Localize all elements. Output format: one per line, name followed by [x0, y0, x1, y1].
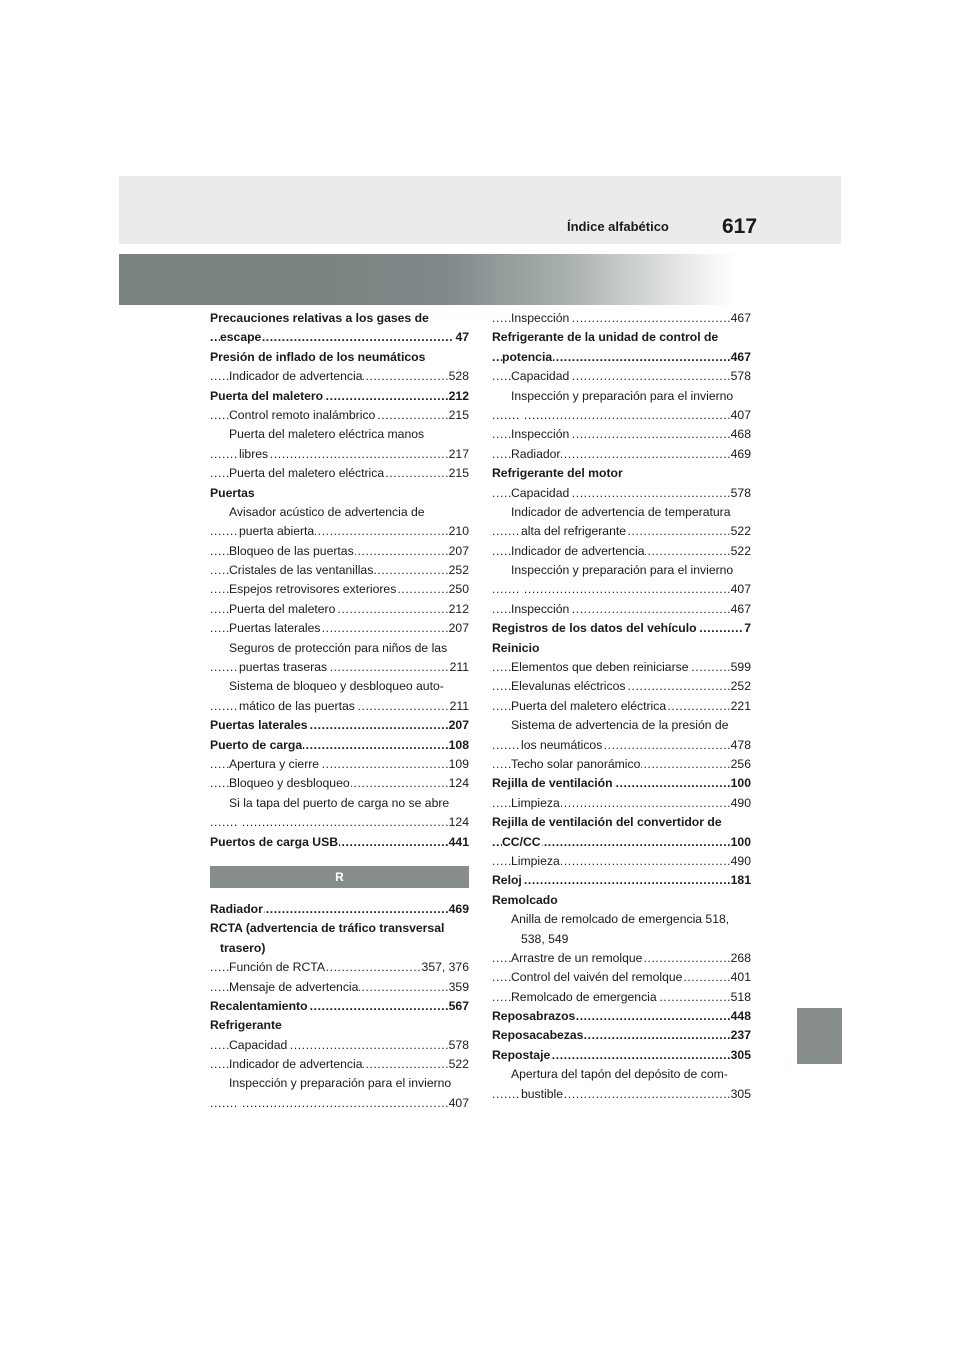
index-column-left — [210, 309, 469, 1113]
index-entry — [492, 328, 751, 347]
index-subentry — [210, 522, 469, 541]
index-subentry — [492, 755, 751, 774]
index-subentry — [492, 930, 751, 949]
entry-text: RCTA (advertencia de tráfico transversal — [210, 921, 445, 936]
index-subentry — [492, 736, 751, 755]
page-reference: 578 — [730, 484, 751, 503]
index-subentry — [210, 1094, 469, 1113]
entry-text: Radiador — [511, 446, 561, 461]
index-subentry — [492, 406, 751, 425]
entry-text: Rejilla de ventilación del convertidor de — [492, 815, 722, 830]
entry-text: Inspección y preparación para el invierno — [511, 388, 734, 403]
entry-text: puerta abierta — [239, 524, 315, 539]
index-subentry — [492, 658, 751, 677]
index-subentry — [492, 1085, 751, 1104]
page-reference: 109 — [448, 755, 469, 774]
page-reference: 441 — [448, 833, 469, 852]
entry-text: Puerta del maletero — [210, 388, 324, 403]
entry-text: Si la tapa del puerto de carga no se abre — [229, 795, 450, 810]
entry-text: Bloqueo y desbloqueo — [229, 776, 350, 791]
entry-text: Puertas laterales — [210, 718, 308, 733]
page-reference: 47 — [454, 328, 469, 347]
index-subentry — [210, 958, 469, 977]
index-subentry — [210, 464, 469, 483]
page-reference: 211 — [449, 697, 469, 716]
entry-text: Registros de los datos del vehículo — [492, 621, 697, 636]
index-subentry — [210, 561, 469, 580]
page-reference: 469 — [730, 445, 751, 464]
page-reference: 522 — [730, 522, 751, 541]
page-title: Índice alfabético — [567, 219, 669, 234]
entry-text: Inspección — [511, 601, 570, 616]
page-reference: 124 — [448, 774, 469, 793]
page-reference: 599 — [730, 658, 751, 677]
entry-text: Indicador de advertencia — [229, 369, 363, 384]
entry-text: Reposacabezas — [492, 1028, 584, 1043]
index-subentry — [210, 425, 469, 444]
entry-text: CC/CC — [502, 834, 541, 849]
page-reference: 212 — [448, 600, 469, 619]
page-reference: 407 — [448, 1094, 469, 1113]
entry-text — [239, 1096, 240, 1110]
entry-text: Indicador de advertencia de temperatura — [511, 504, 731, 519]
decorative-gradient-bar — [119, 254, 841, 305]
index-entry — [492, 464, 751, 483]
index-subentry — [492, 542, 751, 561]
index-subentry — [492, 484, 751, 503]
index-subentry — [492, 561, 751, 580]
index-subentry — [492, 425, 751, 444]
entry-text: libres — [239, 446, 269, 461]
entry-text: Puerto de carga — [210, 737, 303, 752]
entry-text: Rejilla de ventilación — [492, 776, 613, 791]
page-reference: 478 — [730, 736, 751, 755]
index-subentry — [210, 619, 469, 638]
entry-text: Precauciones relativas a los gases de — [210, 311, 429, 325]
index-subentry — [210, 542, 469, 561]
entry-text: Avisador acústico de advertencia de — [229, 504, 425, 519]
index-subentry — [210, 639, 469, 658]
index-entry — [210, 309, 469, 328]
page-reference: 305 — [730, 1085, 751, 1104]
page-reference: 7 — [743, 619, 751, 638]
page-reference: 467 — [730, 309, 751, 328]
entry-text: Limpieza — [511, 853, 560, 868]
index-subentry — [492, 445, 751, 464]
page-reference: 100 — [730, 774, 751, 793]
entry-text: Reposabrazos — [492, 1009, 576, 1024]
page-reference: 212 — [448, 387, 469, 406]
index-entry — [492, 774, 751, 793]
page-reference: 207 — [448, 542, 469, 561]
entry-text: Apertura del tapón del depósito de com- — [511, 1067, 728, 1082]
page-reference: 305 — [730, 1046, 751, 1065]
index-subentry — [210, 406, 469, 425]
page-reference: 528 — [448, 367, 469, 386]
entry-text: Puerta del maletero eléctrica manos — [229, 427, 425, 442]
entry-text — [239, 815, 240, 829]
entry-text: Control remoto inalámbrico — [229, 407, 376, 422]
index-entry — [492, 891, 751, 910]
index-subentry — [492, 580, 751, 599]
entry-text: Recalentamiento — [210, 998, 308, 1013]
entry-text: Función de RCTA — [229, 960, 325, 975]
index-subentry — [210, 794, 469, 813]
entry-text: Inspección — [511, 427, 570, 442]
page-reference: 268 — [730, 949, 751, 968]
entry-text: Radiador — [210, 901, 263, 916]
index-entry — [210, 387, 469, 406]
entry-text: alta del refrigerante — [521, 524, 627, 539]
index-subentry — [492, 600, 751, 619]
index-entry — [210, 484, 469, 503]
index-entry — [492, 1026, 751, 1045]
entry-text: mático de las puertas — [239, 698, 355, 713]
index-entry — [210, 736, 469, 755]
page-reference: 469 — [448, 900, 469, 919]
entry-text: Puertas — [210, 485, 255, 500]
entry-text: Seguros de protección para niños de las — [229, 640, 448, 655]
index-entry — [210, 900, 469, 919]
entry-text: Cristales de las ventanillas — [229, 563, 374, 578]
index-column-right — [492, 309, 751, 1104]
entry-text: Reinicio — [492, 640, 540, 655]
page-reference: 210 — [448, 522, 469, 541]
index-entry — [210, 833, 469, 852]
index-subentry — [492, 677, 751, 696]
index-entry — [210, 348, 469, 367]
page-number: 617 — [722, 215, 758, 238]
index-subentry — [492, 910, 751, 929]
entry-text: Sistema de bloqueo y desbloqueo auto- — [229, 679, 444, 694]
index-subentry — [210, 1036, 469, 1055]
entry-text: Remolcado de emergencia — [511, 989, 657, 1004]
page-reference: 578 — [730, 367, 751, 386]
entry-text: Presión de inflado de los neumáticos — [210, 349, 426, 364]
index-entry — [210, 919, 469, 938]
entry-text: Apertura y cierre — [229, 756, 320, 771]
page-reference: 490 — [730, 794, 751, 813]
index-entry — [210, 1016, 469, 1035]
entry-text: Arrastre de un remolque — [511, 950, 643, 965]
index-entry — [492, 1007, 751, 1026]
page-reference: 401 — [730, 968, 751, 987]
entry-text: puertas traseras — [239, 660, 328, 675]
index-subentry — [492, 522, 751, 541]
page-reference: 207 — [448, 716, 469, 735]
page-reference: 578 — [448, 1036, 469, 1055]
page-reference: 108 — [448, 736, 469, 755]
page-reference: 359 — [448, 978, 469, 997]
index-subentry — [492, 309, 751, 328]
entry-text: bustible — [521, 1086, 564, 1101]
entry-text: Inspección y preparación para el invierno — [229, 1076, 452, 1091]
entry-text: Reloj — [492, 873, 522, 888]
entry-text: Puerta del maletero — [229, 601, 336, 616]
index-subentry — [210, 580, 469, 599]
entry-text: Control del vaivén del remolque — [511, 970, 683, 985]
index-subentry — [210, 774, 469, 793]
index-subentry — [210, 445, 469, 464]
index-subentry — [210, 978, 469, 997]
index-entry — [492, 813, 751, 832]
page-reference: 215 — [448, 406, 469, 425]
index-entry — [492, 833, 751, 852]
page-reference: 252 — [730, 677, 751, 696]
index-entry — [492, 619, 751, 638]
index-subentry — [210, 658, 469, 677]
entry-text: Sistema de advertencia de la presión de — [511, 718, 729, 733]
page-reference: 215 — [448, 464, 469, 483]
page-reference: 407 — [730, 580, 751, 599]
page-reference: 448 — [730, 1007, 751, 1026]
index-entry — [210, 939, 469, 958]
index-entry — [210, 997, 469, 1016]
page-reference: 252 — [448, 561, 469, 580]
entry-text: Capacidad — [511, 485, 570, 500]
entry-text: Anilla de remolcado de emergencia 518, — [511, 912, 730, 927]
entry-text: Capacidad — [511, 369, 570, 384]
page-reference: 256 — [730, 755, 751, 774]
index-subentry — [492, 794, 751, 813]
page-reference: 211 — [449, 658, 469, 677]
page-reference: 567 — [448, 997, 469, 1016]
page-reference: 217 — [448, 445, 469, 464]
entry-text: potencia — [502, 349, 553, 364]
entry-text: los neumáticos — [521, 737, 603, 752]
entry-text: Elementos que deben reiniciarse — [511, 660, 689, 675]
entry-text — [521, 408, 522, 422]
index-subentry — [492, 949, 751, 968]
entry-text: Repostaje — [492, 1047, 551, 1062]
index-subentry — [210, 755, 469, 774]
page-reference: 207 — [448, 619, 469, 638]
index-subentry — [492, 697, 751, 716]
entry-text: Puerta del maletero eléctrica — [511, 698, 667, 713]
index-subentry — [210, 813, 469, 832]
index-subentry — [492, 988, 751, 1007]
index-subentry — [210, 600, 469, 619]
entry-text: Inspección — [511, 311, 570, 325]
index-subentry — [492, 968, 751, 987]
index-subentry — [210, 677, 469, 696]
index-subentry — [492, 503, 751, 522]
entry-text — [521, 582, 522, 596]
entry-text: Puertas laterales — [229, 621, 321, 636]
entry-text: Indicador de advertencia — [229, 1057, 363, 1072]
page-reference: 518 — [730, 988, 751, 1007]
index-subentry — [492, 1065, 751, 1084]
entry-text: Refrigerante — [210, 1018, 282, 1033]
page-reference: 124 — [448, 813, 469, 832]
entry-text: Puerta del maletero eléctrica — [229, 466, 385, 481]
page-reference: 181 — [730, 871, 751, 890]
entry-text: Remolcado — [492, 892, 558, 907]
page-reference: 221 — [730, 697, 751, 716]
entry-text: Puertos de carga USB — [210, 834, 339, 849]
page-reference: 467 — [730, 348, 751, 367]
index-subentry — [492, 387, 751, 406]
index-entry — [492, 1046, 751, 1065]
page-reference: 467 — [730, 600, 751, 619]
entry-text: Indicador de advertencia — [511, 543, 645, 558]
index-entry — [210, 716, 469, 735]
page-reference: 407 — [730, 406, 751, 425]
page-reference: 468 — [730, 425, 751, 444]
entry-text: Inspección y preparación para el invierno — [511, 563, 734, 578]
index-entry — [492, 639, 751, 658]
index-subentry — [492, 367, 751, 386]
entry-text: Bloqueo de las puertas — [229, 543, 354, 558]
index-entry — [492, 348, 751, 367]
section-header: R — [210, 866, 469, 888]
entry-text: trasero) — [220, 940, 266, 955]
index-entry — [492, 871, 751, 890]
page-reference: 250 — [448, 580, 469, 599]
page-reference: 522 — [730, 542, 751, 561]
index-subentry — [210, 697, 469, 716]
entry-text: escape — [220, 330, 262, 345]
entry-text: Capacidad — [229, 1037, 288, 1052]
index-subentry — [210, 503, 469, 522]
index-subentry — [210, 1055, 469, 1074]
index-subentry — [492, 716, 751, 735]
index-entry — [210, 328, 469, 347]
entry-text: Espejos retrovisores exteriores — [229, 582, 397, 597]
entry-text: Techo solar panorámico — [511, 756, 641, 771]
entry-text: Limpieza — [511, 795, 560, 810]
entry-text: 538, 549 — [521, 931, 569, 946]
entry-text: Refrigerante del motor — [492, 466, 623, 481]
entry-text: Elevalunas eléctricos — [511, 679, 626, 694]
page-reference: 237 — [730, 1026, 751, 1045]
entry-text: Mensaje de advertencia — [229, 979, 359, 994]
page-reference: 522 — [448, 1055, 469, 1074]
page-reference: 100 — [730, 833, 751, 852]
page-reference: 357, 376 — [421, 958, 469, 977]
entry-text: Refrigerante de la unidad de control de — [492, 330, 719, 345]
index-subentry — [492, 852, 751, 871]
chapter-tab — [797, 1008, 842, 1064]
index-subentry — [210, 367, 469, 386]
index-subentry — [210, 1074, 469, 1093]
page-reference: 490 — [730, 852, 751, 871]
